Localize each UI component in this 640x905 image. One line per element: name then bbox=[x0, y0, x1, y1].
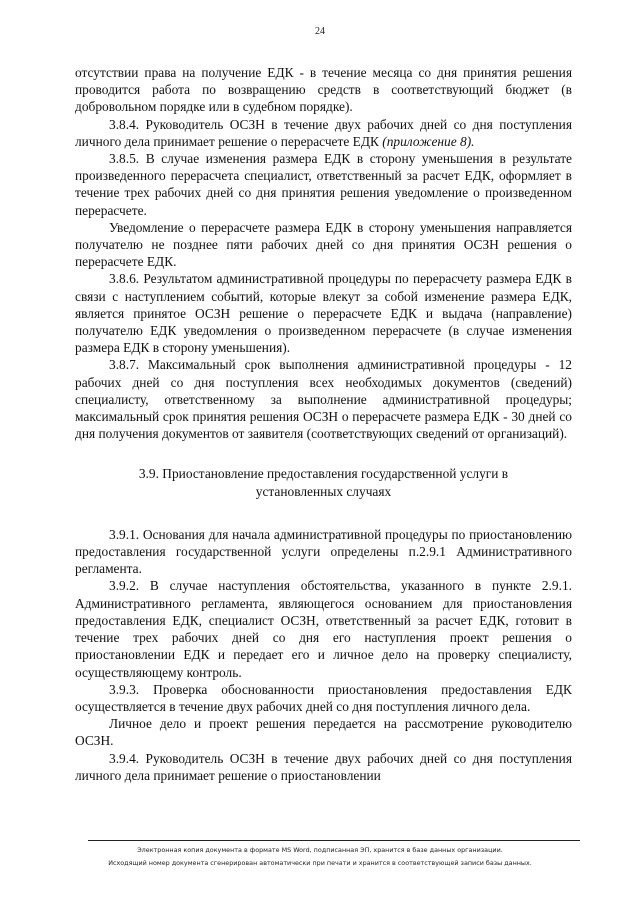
footer-line: Электронная копия документа в формате MS Word, подписанная ЭП, хранится в базе данных организации. bbox=[137, 846, 503, 854]
paragraph-text: 3.8.4. Руководитель ОСЗН в течение двух рабочих дней со дня поступления личного дела принимает решение о перерасчете ЕДК bbox=[75, 116, 572, 149]
paragraph-notice: Уведомление о перерасчете размера ЕДК в сторону уменьшения направляется получателю не позднее пяти рабочих дней со дня принятия ОСЗН решения о перерасчете ЕДК. bbox=[75, 219, 572, 270]
paragraph-3-8-5: 3.8.5. В случае изменения размера ЕДК в сторону уменьшения в результате произведенного перерасчета специалист, ответственный за расчет ЕДК, оформляет в течение трех рабочих дней со дня принятия решения уведомление о произведенном перерасчете. bbox=[75, 151, 572, 218]
section-heading bbox=[75, 465, 572, 499]
paragraph-3-9-2: 3.9.2. В случае наступления обстоятельства, указанного в пункте 2.9.1. Административного регламента, являющегося основанием для приостановления предоставления ЕДК, специалист ОСЗН, ответственный за расчет ЕДК, готовит в течение трех рабочих дней со дня его наступления проект решения о приостановлении ЕДК и передает его и личное дело на проверку специалисту, осуществляющему контроль. bbox=[75, 578, 572, 680]
section-heading-line: 3.9. Приостановление предоставления государственной услуги в bbox=[138, 466, 509, 482]
footer-note bbox=[60, 844, 580, 870]
paragraph-3-9-4: 3.9.4. Руководитель ОСЗН в течение двух рабочих дней со дня поступления личного дела принимает решение о приостановлении bbox=[75, 750, 572, 783]
paragraph-3-8-4 bbox=[75, 116, 572, 150]
section-heading-line: установленных случаях bbox=[255, 483, 392, 499]
document-body bbox=[75, 64, 572, 784]
page-number: 24 bbox=[315, 26, 325, 37]
footer-line: Исходящий номер документа сгенерирован автоматически при печати и хранится в соответствующей записи базы данных. bbox=[108, 859, 532, 867]
footer-divider bbox=[88, 840, 580, 841]
paragraph-3-8-6: 3.8.6. Результатом административной процедуры по перерасчету размера ЕДК в связи с наступлением событий, которые влекут за собой изменение размера ЕДК, является принятое ОСЗН решение о перерасчете ЕДК и выдача (направление) получателю ЕДК уведомления о произведенном перерасчете (в случае изменения размера ЕДК в сторону уменьшения). bbox=[75, 271, 572, 356]
paragraph-personal-file: Личное дело и проект решения передается на рассмотрение руководителю ОСЗН. bbox=[75, 716, 572, 749]
paragraph-3-8-7: 3.8.7. Максимальный срок выполнения административной процедуры - 12 рабочих дней со дня поступления всех необходимых документов (сведений) специалисту, ответственному за выполнение административной процедуры; максимальный срок принятия решения ОСЗН о перерасчете размера ЕДК - 30 дней со дня получения документов от заявителя (соответствующих сведений от организаций). bbox=[75, 357, 572, 442]
paragraph-3-9-3: 3.9.3. Проверка обоснованности приостановления предоставления ЕДК осуществляется в течение двух рабочих дней со дня поступления личного дела. bbox=[75, 681, 572, 714]
paragraph-continuation: отсутствии права на получение ЕДК - в течение месяца со дня принятия решения проводится работа по возвращению средств в соответствующий бюджет (в добровольном порядке или в судебном порядке). bbox=[75, 65, 572, 115]
appendix-reference: (приложение 8). bbox=[382, 133, 475, 149]
paragraph-3-9-1: 3.9.1. Основания для начала административной процедуры по приостановлению предоставления государственной услуги определены п.2.9.1 Административного регламента. bbox=[75, 526, 572, 577]
